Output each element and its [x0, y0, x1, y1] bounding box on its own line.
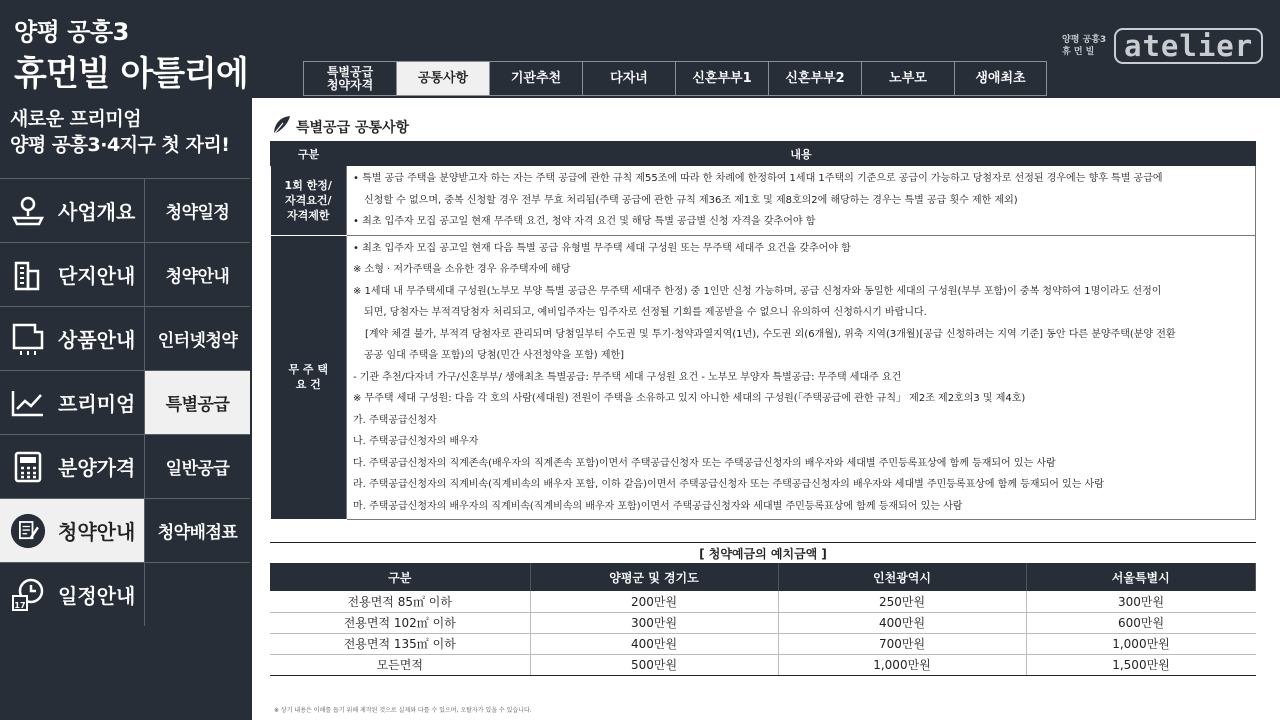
table-row: [270, 591, 1256, 612]
table-row: [271, 235, 1256, 520]
logo-line1: 양평 공흥3: [1062, 35, 1107, 45]
sidebar-item-schedule-info[interactable]: [0, 563, 145, 626]
table-cell: 1,000만원: [778, 654, 1026, 675]
tab-label: 공통사항: [417, 71, 469, 86]
atelier-logo: [1062, 28, 1263, 64]
brand-title: 휴먼빌 아틀리에: [14, 54, 248, 94]
sidebar-menu: [0, 178, 250, 626]
tab-label: 특별공급 청약자격: [326, 64, 374, 92]
table-header-cell: 서울특별시: [1026, 563, 1256, 591]
sidebar-item-label: 사업개요: [58, 200, 136, 224]
content-line: 나. 주택공급신청자의 배우자: [353, 436, 479, 447]
table-cell: 400만원: [778, 612, 1026, 633]
top-header: [0, 0, 1280, 98]
row-label-eligibility: 1회 한정/ 자격요건/ 자격제한: [271, 166, 347, 236]
content-line: ※ 소형 · 저가주택을 소유한 경우 유주택자에 해당: [353, 264, 571, 275]
table-header-cell: 인천광역시: [778, 563, 1026, 591]
logo-small-text: [1062, 34, 1114, 58]
table-header-cell: 양평군 및 경기도: [530, 563, 778, 591]
table-cell: 200만원: [530, 591, 778, 612]
leaf-icon: [270, 114, 292, 140]
tab-elderly-parents[interactable]: [861, 61, 954, 96]
row-label-homeless: 무 주 택 요 건: [271, 235, 347, 520]
content-line: 신청할 수 없으며, 중복 신청할 경우 전부 무효 처리됨(주택 공급에 관한 규칙 제36조 제1호 및 제8호의2에 해당하는 경우는 특별 공급 횟수 제한 제외): [364, 194, 1018, 206]
menu-row: [0, 306, 250, 370]
section-title-text: 특별공급 공통사항: [296, 120, 410, 136]
deposit-amount-table: [270, 563, 1256, 676]
table-cell: 600만원: [1026, 612, 1256, 633]
content-line: ※ 1세대 내 무주택세대 구성원(노부모 부양 특별 공급은 무주택 세대주 한정) 중 1인만 신청 가능하며, 공급 신청자와 동일한 세대의 구성원(부부 포함)이 중복 청약하여 1명이라도 선정이: [353, 285, 1162, 297]
content-line: ※ 무주택 세대 구성원: 다음 각 호의 사람(세대원) 전원이 주택을 소유하고 있지 아니한 세대의 구성원(「주택공급에 관한 규칙」 제2조 제2호의3 및 제4호): [353, 393, 1026, 404]
menu-row: [0, 562, 250, 626]
calculator-icon: [10, 449, 46, 485]
table-cell: 1,000만원: [1026, 633, 1256, 654]
table-header-row: [270, 563, 1256, 591]
table-cell: 500만원: [530, 654, 778, 675]
table-cell: 전용면적 102㎡ 이하: [270, 612, 530, 633]
tab-label: 노부모: [889, 71, 927, 86]
content-line: 마. 주택공급신청자의 배우자의 직계비속(직계비속의 배우자 포함)이면서 주택공급신청자와 세대별 주민등록표상에 함께 등재되어 있는 사람: [353, 500, 963, 512]
sidebar-item-label: 프리미엄: [58, 392, 136, 416]
headline-line1: 새로운 프리미엄: [10, 108, 142, 130]
menu-row: [0, 370, 250, 434]
sidebar-item-label: 단지안내: [58, 264, 136, 288]
row-content: [347, 166, 1256, 236]
content-line: - 기관 추천/다자녀 가구/신혼부부/ 생애최초 특별공급: 무주택 세대 구성원 요건 - 노부모 부양자 특별공급: 무주택 세대주 요건: [353, 371, 902, 383]
table-header-row: [271, 142, 1256, 166]
table-cell: 모든면적: [270, 654, 530, 675]
menu-row: [0, 178, 250, 242]
table-cell: 1,500만원: [1026, 654, 1256, 675]
svg-text:17: 17: [14, 600, 26, 610]
menu-row: [0, 434, 250, 498]
content-line: • 최초 입주자 모집 공고일 현재 다음 특별 공급 유형별 무주택 세대 구성원 또는 무주택 세대주 요건을 갖추어야 함: [353, 242, 851, 254]
tab-newlywed-1[interactable]: [675, 61, 768, 96]
row-content: [347, 235, 1256, 520]
sidebar-sub-subscription-schedule[interactable]: 청약일정: [165, 203, 230, 223]
sidebar-item-label: 분양가격: [58, 456, 136, 480]
table-cell: 300만원: [1026, 591, 1256, 612]
table-cell: 300만원: [530, 612, 778, 633]
sidebar-sub-empty: [145, 563, 250, 626]
tab-label: 다자녀: [610, 71, 648, 86]
sidebar-item-business-overview[interactable]: [0, 179, 145, 242]
sidebar: [0, 98, 252, 720]
edit-document-icon: [10, 513, 46, 549]
sidebar-sub-internet-subscription[interactable]: 인터넷청약: [157, 331, 238, 351]
tab-first-time[interactable]: [954, 61, 1047, 96]
content-line: 다. 주택공급신청자의 직계존속(배우자의 직계존속 포함)이면서 주택공급신청자 또는 주택공급신청자의 배우자와 세대별 주민등록표상에 함께 등재되어 있는 사람: [353, 457, 1056, 469]
content-line: 라. 주택공급신청자의 직계비속(직계비속의 배우자 포함, 이하 같음)이면서 주택공급신청자 또는 주택공급신청자의 배우자와 세대별 주민등록표상에 함께 등재되어 있는 사람: [353, 479, 1104, 490]
map-pin-icon: [10, 193, 46, 229]
tab-special-supply-eligibility[interactable]: [303, 61, 396, 96]
sidebar-item-product-info[interactable]: [0, 307, 145, 370]
sidebar-item-label: 상품안내: [58, 328, 136, 352]
tab-common-matters[interactable]: [396, 61, 489, 96]
content-line: 가. 주택공급신청자: [353, 414, 437, 426]
sidebar-item-premium[interactable]: [0, 371, 145, 434]
sidebar-sub-score-table[interactable]: 청약배점표: [157, 523, 238, 543]
tab-label: 생애최초: [975, 71, 1026, 86]
content-line: 공공 임대 주택을 포함)의 당첨(민간 사전청약을 포함) 제한]: [364, 350, 625, 361]
sidebar-item-label: 청약안내: [58, 520, 136, 544]
table-cell: 250만원: [778, 591, 1026, 612]
sidebar-sub-general-supply[interactable]: 일반공급: [165, 459, 230, 479]
sidebar-sub-subscription-guide[interactable]: 청약안내: [165, 267, 230, 287]
sidebar-item-label: 일정안내: [58, 584, 136, 608]
table-cell: 700만원: [778, 633, 1026, 654]
sidebar-item-sale-price[interactable]: [0, 435, 145, 498]
tab-label: 신혼부부1: [692, 71, 752, 86]
sidebar-headline: [10, 106, 229, 158]
table-row: [270, 633, 1256, 654]
table-cell: 400만원: [530, 633, 778, 654]
footnote: ※ 상기 내용은 이해를 돕기 위해 제작된 것으로 실제와 다를 수 있으며, 오탈자가 있을 수 있습니다.: [274, 707, 532, 714]
tab-multi-child[interactable]: [582, 61, 675, 96]
brand-subtitle: 양평 공흥3: [14, 18, 129, 46]
main-content: [262, 100, 1272, 720]
tab-label: 신혼부부2: [785, 71, 845, 86]
calendar-clock-icon: [10, 577, 46, 613]
menu-row: [0, 498, 250, 562]
table-header-cell: 구분: [270, 563, 530, 591]
sidebar-sub-special-supply[interactable]: 특별공급: [145, 371, 250, 434]
trend-chart-icon: [10, 385, 46, 421]
tab-label: 기관추천: [510, 71, 562, 86]
logo-wordmark: atelier: [1114, 28, 1263, 64]
section-heading: [270, 114, 409, 140]
sidebar-item-subscription-info[interactable]: [0, 499, 145, 562]
content-line: • 최초 입주자 모집 공고일 현재 무주택 요건, 청약 자격 요건 및 해당 특별 공급별 신청 자격을 갖추어야 함: [353, 216, 816, 227]
tab-newlywed-2[interactable]: [768, 61, 861, 96]
sidebar-item-complex-info[interactable]: [0, 243, 145, 306]
table-cell: 전용면적 85㎡ 이하: [270, 591, 530, 612]
table-header-cell: 구분: [271, 142, 347, 166]
tab-bar: [303, 61, 1047, 96]
content-line: • 특별 공급 주택을 분양받고자 하는 자는 주택 공급에 관한 규칙 제55조에 따라 한 차례에 한정하여 1세대 1주택의 기준으로 공급이 가능하고 당첨자로 선정된 경우에는 향후 특별 공급에: [353, 173, 1163, 184]
deposit-table-title: [ 청약예금의 예치금액 ]: [270, 542, 1256, 566]
table-cell: 전용면적 135㎡ 이하: [270, 633, 530, 654]
common-matters-table: [270, 141, 1256, 520]
table-row: [270, 612, 1256, 633]
building-icon: [10, 257, 46, 293]
table-header-cell: 내용: [347, 142, 1256, 166]
tab-institution-recommend[interactable]: [489, 61, 582, 96]
content-line: 되면, 당첨자는 부적격당첨자 처리되고, 예비입주자는 입주자로 선정될 기회를 제공받을 수 없으니 유의하여 신청하시기 바랍니다.: [364, 307, 927, 318]
menu-row: [0, 242, 250, 306]
logo-line2: 휴 먼 빌: [1062, 47, 1095, 57]
floorplan-icon: [10, 321, 46, 357]
table-row: [270, 654, 1256, 675]
content-line: [계약 체결 불가, 부적격 당첨자로 관리되며 당첨일부터 수도권 및 투기·청약과열지역(1년), 수도권 외(6개월), 위축 지역(3개월)[공급 신청하려는 지역 기준] 동안 다른 분양주택(분양 전환: [365, 328, 1176, 340]
headline-line2: 양평 공흥3·4지구 첫 자리!: [10, 134, 230, 156]
table-row: [271, 166, 1256, 236]
